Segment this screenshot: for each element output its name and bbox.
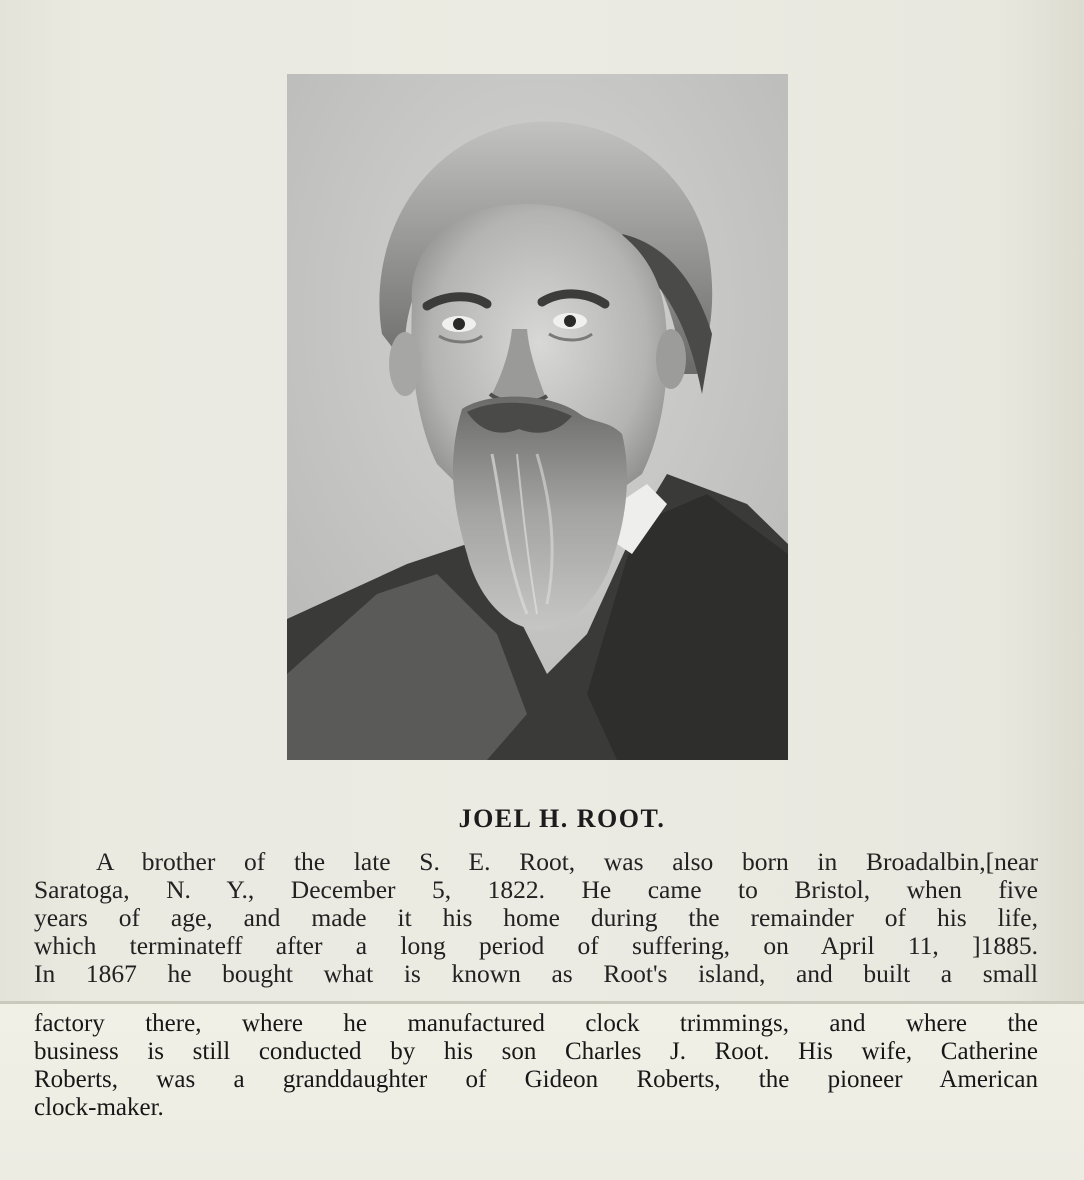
article-body-upper [34,848,1038,988]
body-line: years of age, and made it his home during the remainder of his life, [34,903,1038,932]
body-line: In 1867 he bought what is known as Root's island, and built a small [34,959,1038,988]
portrait-illustration [287,74,788,760]
body-line: factory there, where he manufactured clock trimmings, and where the [34,1010,1038,1037]
article-title: JOEL H. ROOT. [458,804,666,833]
body-line: A brother of the late S. E. Root, was also born in Broadalbin,[near [96,847,1038,876]
body-line: Roberts, was a granddaughter of Gideon Roberts, the pioneer American [34,1066,1038,1093]
body-line: Saratoga, N. Y., December 5, 1822. He came to Bristol, when five [34,875,1038,904]
body-line: clock-maker. [34,1094,164,1121]
body-line: which terminateff after a long period of suffering, on April 11, ]1885. [34,931,1038,960]
article-body-lower [34,1010,1038,1122]
portrait-photo [287,74,788,760]
page-fold-line [0,1001,1084,1004]
body-line: business is still conducted by his son Charles J. Root. His wife, Catherine [34,1038,1038,1065]
